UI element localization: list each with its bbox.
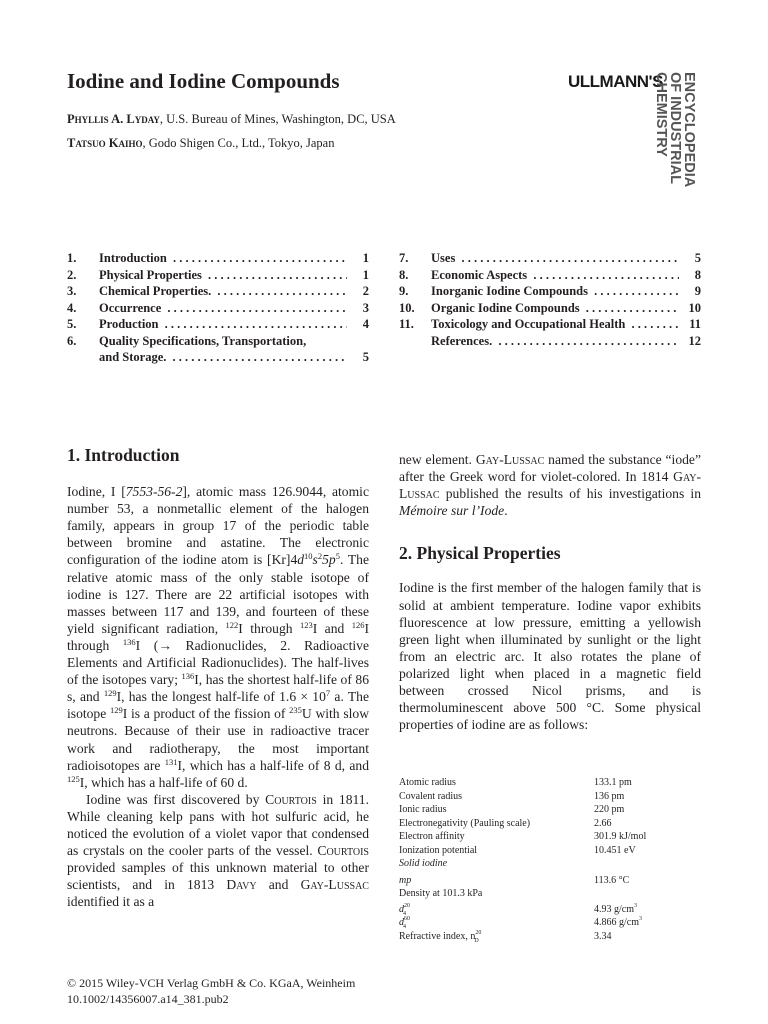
toc-page: 1 bbox=[362, 251, 369, 265]
toc-entry-continued[interactable] bbox=[67, 349, 369, 366]
author-name: Phyllis A. Lyday bbox=[67, 112, 160, 126]
left-column bbox=[67, 447, 369, 910]
toc-page: 9 bbox=[694, 284, 701, 298]
toc-number: 11. bbox=[399, 317, 414, 331]
toc-label: Economic Aspects . . . bbox=[431, 267, 679, 284]
right-column bbox=[399, 451, 701, 733]
property-row: mp 113.6 °C bbox=[399, 874, 630, 886]
toc-number: 6. bbox=[67, 333, 77, 348]
logo-subtitle-line: CHEMISTRY bbox=[653, 72, 669, 157]
ullmanns-logo bbox=[568, 72, 708, 204]
property-row: $d^{20}_4$ 4.93 $g/cm^3$ bbox=[399, 902, 637, 917]
toc-number bbox=[399, 333, 431, 350]
section-heading-introduction: 1. Introduction bbox=[67, 445, 180, 465]
toc-label: Production . . . bbox=[99, 316, 347, 333]
table-of-contents-left bbox=[67, 250, 369, 366]
toc-page: 1 bbox=[362, 267, 369, 282]
toc-entry[interactable] bbox=[67, 333, 369, 350]
toc-label: Organic Iodine Compounds . . . bbox=[431, 300, 679, 317]
toc-label: Toxicology and Occupational Health . . . bbox=[431, 316, 679, 333]
property-row: Refractive index, $n^{20}_D$ 3.34 bbox=[399, 929, 612, 944]
toc-number: 10. bbox=[399, 300, 415, 315]
toc-page: 4 bbox=[362, 317, 369, 331]
toc-entry[interactable] bbox=[67, 267, 369, 284]
toc-label: Occurrence . . . bbox=[99, 300, 347, 317]
toc-entry[interactable] bbox=[67, 300, 369, 317]
toc-label: and Storage. . . . bbox=[99, 349, 347, 366]
property-row: Atomic radius 133.1 pm bbox=[399, 777, 632, 788]
author-line bbox=[67, 112, 396, 127]
copyright-footer bbox=[67, 975, 355, 1007]
author-affiliation: , U.S. Bureau of Mines, Washington, DC, USA bbox=[159, 112, 396, 126]
table-of-contents-right bbox=[399, 250, 701, 349]
author-name: Tatsuo Kaiho bbox=[67, 136, 143, 150]
logo-subtitle bbox=[654, 72, 696, 187]
physical-properties-list bbox=[399, 776, 699, 943]
toc-page: 11 bbox=[689, 317, 701, 331]
property-row: Density at 101.3 kPa bbox=[399, 888, 483, 899]
property-row: Ionization potential 10.451 eV bbox=[399, 844, 636, 856]
paragraph: new element. Gay-Lussac named the substance “iode” after the Greek word for violet-colored. In 1814 Gay-Lussac published the results of his investigations in Mémoire sur l’Iode. bbox=[399, 452, 701, 519]
toc-page: 5 bbox=[362, 350, 369, 364]
paragraph: Iodine is the first member of the halogen family that is solid at ambient temperature. Iodine vapor exhibits fluorescence at low pressure, emitting a yellowish green light when illuminated by sunlight or the light from an electric arc. It also rotates the plane of polarized light when placed in a magnetic field between crossed Nicol prisms, and is thermoluminescent above 500 °C. Some physical properties of iodine are as follows: bbox=[399, 580, 701, 733]
paragraph: Iodine was first discovered by Courtois in 1811. While cleaning kelp pans with hot sulfuric acid, he noticed the evolution of a violet vapor that condensed as crystals on the cooler parts of the vessel. Courtois provided samples of this unknown material to other scientists, and in 1813 Davy and Gay-Lussac identified it as a bbox=[67, 791, 370, 910]
toc-entry[interactable] bbox=[399, 316, 701, 333]
author-line bbox=[67, 136, 334, 151]
toc-page: 3 bbox=[362, 300, 369, 315]
toc-page: 5 bbox=[694, 251, 701, 265]
toc-label: Introduction . . . bbox=[99, 250, 347, 267]
toc-label: Uses . . . bbox=[431, 250, 679, 267]
toc-page: 12 bbox=[688, 333, 701, 348]
logo-subtitle-line: ENCYCLOPEDIA bbox=[681, 72, 697, 188]
toc-label: References. . . . bbox=[431, 333, 679, 350]
toc-number: 1. bbox=[67, 251, 77, 265]
property-row: Solid iodine bbox=[399, 858, 448, 869]
toc-entry[interactable] bbox=[399, 250, 701, 267]
toc-number: 4. bbox=[67, 300, 77, 315]
doi-line[interactable]: 10.1002/14356007.a14_381.pub2 bbox=[67, 992, 229, 1006]
author-affiliation: , Godo Shigen Co., Ltd., Tokyo, Japan bbox=[142, 136, 335, 150]
toc-label: Inorganic Iodine Compounds . . . bbox=[431, 283, 679, 300]
toc-entry[interactable] bbox=[399, 300, 701, 317]
toc-number: 7. bbox=[399, 251, 409, 265]
toc-number: 3. bbox=[67, 284, 77, 298]
toc-number: 9. bbox=[399, 284, 409, 298]
property-row: $d^{60}_4$ 4.866 $g/cm^3$ bbox=[399, 916, 642, 930]
copyright-line: © 2015 Wiley-VCH Verlag GmbH & Co. KGaA, Weinheim bbox=[67, 976, 356, 990]
toc-label: Physical Properties . . . bbox=[99, 267, 347, 284]
property-row: Electronegativity (Pauling scale) 2.66 bbox=[399, 817, 612, 829]
toc-label: Quality Specifications, Transportation, bbox=[99, 333, 347, 350]
toc-entry[interactable] bbox=[399, 283, 701, 300]
toc-page: 2 bbox=[362, 284, 369, 298]
logo-wordmark: ULLMANN'S bbox=[568, 72, 663, 91]
toc-number: 8. bbox=[399, 267, 409, 282]
toc-entry[interactable] bbox=[399, 267, 701, 284]
toc-page: 10 bbox=[688, 300, 701, 315]
toc-entry[interactable] bbox=[399, 333, 701, 350]
property-row: Electron affinity 301.9 kJ/mol bbox=[399, 831, 647, 842]
toc-entry[interactable] bbox=[67, 250, 369, 267]
property-row: Covalent radius 136 pm bbox=[399, 790, 625, 802]
toc-entry[interactable] bbox=[67, 316, 369, 333]
toc-label: Chemical Properties. . . . bbox=[99, 283, 347, 300]
article-title: Iodine and Iodine Compounds bbox=[67, 69, 340, 93]
property-row: Ionic radius 220 pm bbox=[399, 804, 625, 815]
section-heading-physical-properties: 2. Physical Properties bbox=[399, 543, 561, 564]
toc-entry[interactable] bbox=[67, 283, 369, 300]
toc-number: 2. bbox=[67, 267, 77, 282]
toc-page: 8 bbox=[694, 267, 701, 282]
toc-number: 5. bbox=[67, 317, 77, 331]
logo-subtitle-line: OF INDUSTRIAL bbox=[667, 72, 683, 184]
paragraph: Iodine, I [7553-56-2], atomic mass 126.9044, atomic number 53, a nonmetallic element of the halogen family, appears in group 17 of the periodic table between bromine and astatine. The electronic configuration of the iodine atom is $[Kr]4d^{10}s^25p^5$. The relative atomic mass of the only stable isotope of iodine is 127. There are 22 artificial isotopes with masses between 117 and 139, and fourteen of these yield significant radiation, $^{122}$I through $^{123}$I and $^{126}$I through $^{136}$I (→ Radionuclides, 2. Radioactive Elements and Artificial Radionuclides). The half-lives of the isotopes vary; $^{136}$I, has the shortest half-life of 86 s, and $^{129}$I, has the longest half-life of $1.6 \times 10^7$ a. The isotope $^{129}$I is a product of the fission of $^{235}$U with slow neutrons. Because of their use in radioactive tracer work and radiotherapy, the most important radioisotopes are $^{131}$I, which has a half-life of 8 d, and $^{125}$I, which has a half-life of 60 d. bbox=[67, 484, 370, 790]
